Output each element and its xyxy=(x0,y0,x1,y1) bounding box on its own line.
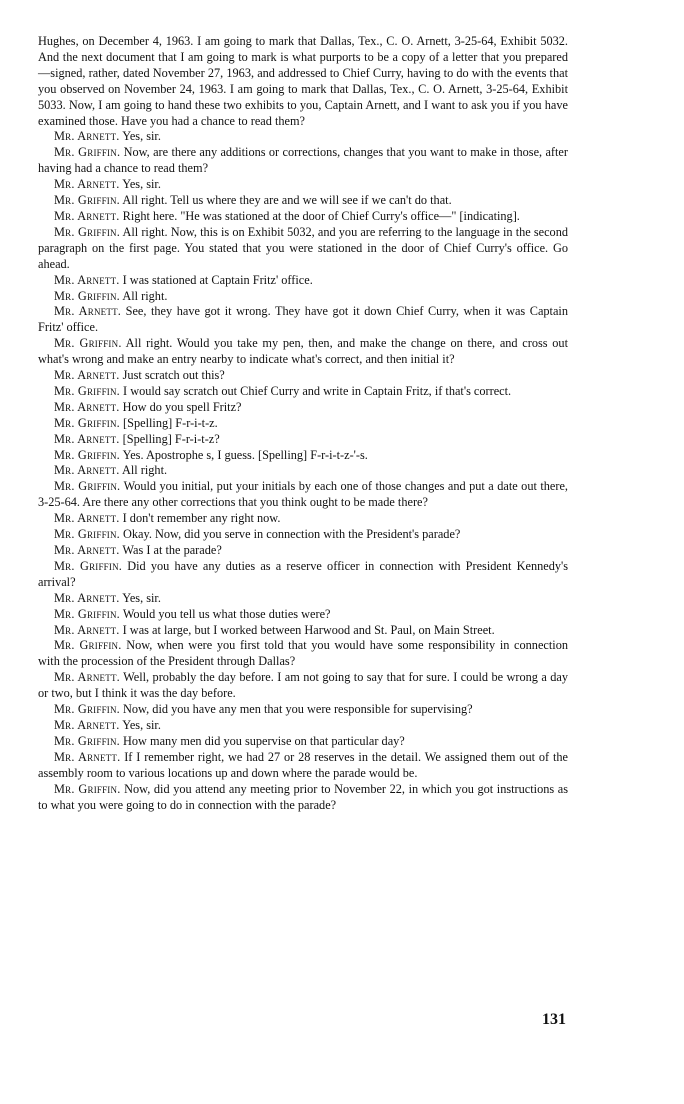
speaker-name: Mr. Griffin. xyxy=(54,733,120,748)
speech-text: Okay. Now, did you serve in connection with the President's parade? xyxy=(123,527,461,542)
speaker-name: Mr. Arnett. xyxy=(54,463,120,478)
speech-text: Yes. Apostrophe s, I guess. [Spelling] F-r-i-t-z-'-s. xyxy=(122,447,368,462)
speech-text: How do you spell Fritz? xyxy=(122,399,242,414)
dialogue-line xyxy=(38,702,568,718)
dialogue-line xyxy=(38,145,568,177)
dialogue-line xyxy=(38,289,568,305)
dialogue-line xyxy=(38,527,568,543)
speech-text: Yes, sir. xyxy=(122,590,161,605)
dialogue-line xyxy=(38,607,568,623)
dialogue-line xyxy=(38,209,568,225)
speaker-name: Mr. Arnett. xyxy=(54,670,120,685)
dialogue-line xyxy=(38,225,568,273)
dialogue-line xyxy=(38,782,568,814)
speaker-name: Mr. Griffin. xyxy=(54,638,122,653)
speech-text: Now, when were you first told that you would have some responsibility in connection with the procession of the President through Dallas? xyxy=(38,638,568,669)
speech-text: All right. Tell us where they are and we will see if we can't do that. xyxy=(122,193,452,208)
speaker-name: Mr. Arnett. xyxy=(54,622,120,637)
speech-text: Did you have any duties as a reserve officer in connection with President Kennedy's arrival? xyxy=(38,558,568,589)
speaker-name: Mr. Griffin. xyxy=(54,558,123,573)
dialogue-line xyxy=(38,177,568,193)
speaker-name: Mr. Griffin. xyxy=(54,527,120,542)
speech-text: All right. xyxy=(121,463,168,478)
speech-text: Now, are there any additions or corrections, changes that you want to make in those, after having had a chance to read them? xyxy=(38,145,568,176)
speaker-name: Mr. Arnett. xyxy=(54,511,120,526)
dialogue-line xyxy=(38,416,568,432)
speech-text: Right here. "He was stationed at the door of Chief Curry's office—" [indicating]. xyxy=(122,208,520,223)
dialogue-line xyxy=(38,129,568,145)
speaker-name: Mr. Arnett. xyxy=(54,431,120,446)
speaker-name: Mr. Griffin. xyxy=(54,193,120,208)
speech-text: All right. Now, this is on Exhibit 5032, and you are referring to the language in the second paragraph on the first page. You stated that you were stationed in the door of Chief Curry's office. Go ahead. xyxy=(38,224,569,271)
dialogue-line xyxy=(38,734,568,750)
speech-text: Yes, sir. xyxy=(122,177,161,192)
page-number: 131 xyxy=(542,1011,566,1028)
dialogue-line xyxy=(38,750,568,782)
dialogue-line xyxy=(38,193,568,209)
speech-text: Now, did you have any men that you were responsible for supervising? xyxy=(123,702,473,717)
speaker-name: Mr. Griffin. xyxy=(54,479,121,494)
speech-text: I would say scratch out Chief Curry and write in Captain Fritz, if that's correct. xyxy=(123,383,512,398)
dialogue-line xyxy=(38,432,568,448)
speaker-name: Mr. Arnett. xyxy=(54,543,120,557)
speaker-name: Mr. Griffin. xyxy=(54,336,122,351)
speech-text: Was I at the parade? xyxy=(122,543,222,557)
dialogue-line xyxy=(38,448,568,464)
speaker-name: Mr. Griffin. xyxy=(54,415,120,430)
speaker-name: Mr. Griffin. xyxy=(54,781,121,796)
dialogue-line xyxy=(38,511,568,527)
dialogue-line xyxy=(38,479,568,511)
speaker-name: Mr. Arnett. xyxy=(54,590,120,605)
dialogue-line xyxy=(38,623,568,639)
speaker-name: Mr. Arnett. xyxy=(54,272,120,287)
speech-text: All right. xyxy=(122,288,168,303)
speech-text: Would you initial, put your initials by each one of those changes and put a date out there, 3-25-64. Are there any other corrections that you think ought to be made there? xyxy=(38,479,568,510)
speech-text: All right. Would you take my pen, then, and make the change on there, and cross out what's wrong and make an entry nearby to indicate what's correct, and then initial it? xyxy=(38,336,568,367)
dialogue-line xyxy=(38,559,568,591)
speaker-name: Mr. Arnett. xyxy=(54,129,120,144)
speech-text: I was at large, but I worked between Harwood and St. Paul, on Main Street. xyxy=(122,622,495,637)
dialogue-line xyxy=(38,304,568,336)
dialogue-line xyxy=(38,543,568,559)
speaker-name: Mr. Arnett. xyxy=(54,749,121,764)
speech-text: [Spelling] F-r-i-t-z. xyxy=(123,415,218,430)
speaker-name: Mr. Griffin. xyxy=(54,145,121,160)
speech-text: I don't remember any right now. xyxy=(122,511,281,526)
speech-text: I was stationed at Captain Fritz' office. xyxy=(122,272,313,287)
dialogue-line xyxy=(38,591,568,607)
speech-text: See, they have got it wrong. They have got it down Chief Curry, when it was Captain Fritz' office. xyxy=(38,304,568,335)
testimony-text xyxy=(38,34,568,813)
speech-text: Just scratch out this? xyxy=(122,368,225,383)
dialogue-line xyxy=(38,336,568,368)
dialogue-line xyxy=(38,273,568,289)
speech-text: How many men did you supervise on that particular day? xyxy=(123,733,405,748)
speaker-name: Mr. Griffin. xyxy=(54,702,120,717)
dialogue-line xyxy=(38,670,568,702)
dialogue xyxy=(38,129,568,813)
speaker-name: Mr. Griffin. xyxy=(54,606,120,621)
dialogue-line xyxy=(38,638,568,670)
dialogue-line xyxy=(38,400,568,416)
speaker-name: Mr. Arnett. xyxy=(54,368,120,383)
speaker-name: Mr. Arnett. xyxy=(54,208,120,223)
speaker-name: Mr. Griffin. xyxy=(54,447,120,462)
dialogue-line xyxy=(38,463,568,479)
speaker-name: Mr. Griffin. xyxy=(54,224,121,239)
speech-text: [Spelling] F-r-i-t-z? xyxy=(122,431,220,446)
speaker-name: Mr. Arnett. xyxy=(54,304,122,319)
speech-text: Yes, sir. xyxy=(122,129,161,144)
speech-text: Now, did you attend any meeting prior to November 22, in which you got instructions as to what you were going to do in connection with the parade? xyxy=(38,781,569,812)
dialogue-line xyxy=(38,384,568,400)
dialogue-line xyxy=(38,368,568,384)
speaker-name: Mr. Griffin. xyxy=(54,383,120,398)
opening-paragraph: Hughes, on December 4, 1963. I am going to mark that Dallas, Tex., C. O. Arnett, 3-25-64, Exhibit 5032. And the next document that I am going to mark is what purports to be a copy of a letter that you prepared—signed, rather, dated November 27, 1963, and addressed to Chief Curry, having to do with the events that you observed on November 24, 1963. I am going to mark that Dallas, Tex., C. O. Arnett, 3-25-64, Exhibit 5033. Now, I am going to hand these two exhibits to you, Captain Arnett, and I want to ask you if you have examined those. Have you had a chance to read them? xyxy=(38,34,568,128)
speaker-name: Mr. Arnett. xyxy=(54,399,120,414)
speech-text: Yes, sir. xyxy=(122,717,161,732)
speaker-name: Mr. Arnett. xyxy=(54,717,120,732)
speech-text: Well, probably the day before. I am not going to say that for sure. I could be wrong a day or two, but I think it was the day before. xyxy=(38,670,569,701)
speaker-name: Mr. Griffin. xyxy=(54,288,120,303)
dialogue-line xyxy=(38,718,568,734)
speech-text: If I remember right, we had 27 or 28 reserves in the detail. We assigned them out of the assembly room to various locations up and down where the parade would be. xyxy=(38,749,568,780)
speech-text: Would you tell us what those duties were? xyxy=(122,606,331,621)
speaker-name: Mr. Arnett. xyxy=(54,177,120,192)
